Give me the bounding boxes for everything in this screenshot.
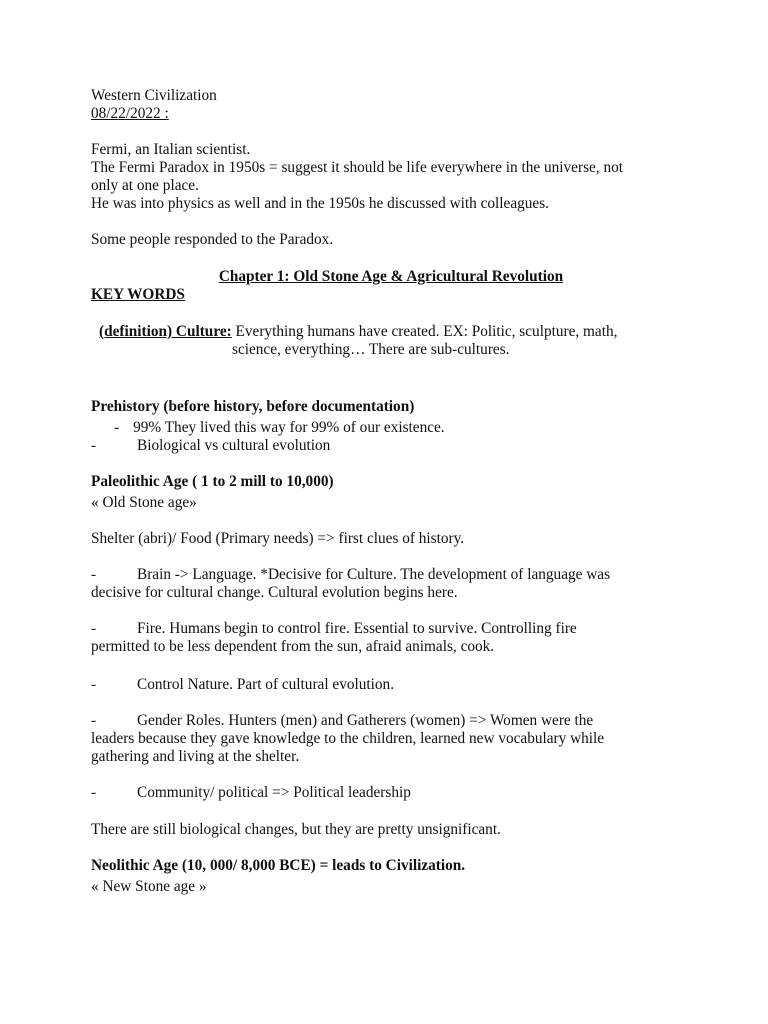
list-item-text: Brain -> Language. *Decisive for Culture. The development of language was (137, 566, 611, 583)
bullet-dash: - (114, 419, 120, 436)
neolithic-heading: Neolithic Age (10, 000/ 8,000 BCE) = leads to Civilization. (91, 857, 466, 874)
shelter-line: Shelter (abri)/ Food (Primary needs) => first clues of history. (91, 530, 465, 547)
list-item-text: Biological vs cultural evolution (137, 437, 331, 454)
list-item (91, 620, 577, 638)
key-words-heading: KEY WORDS (91, 286, 185, 303)
list-item-text: Gender Roles. Hunters (men) and Gatherers (women) => Women were the (137, 712, 594, 729)
list-item (91, 712, 593, 730)
prehistory-heading: Prehistory (before history, before documentation) (91, 398, 415, 415)
bullet-dash: - (91, 620, 97, 637)
bullet-dash: - (91, 437, 97, 454)
list-item (91, 566, 610, 584)
intro-line-1: Fermi, an Italian scientist. (91, 141, 251, 158)
intro-line-4: Some people responded to the Paradox. (91, 231, 334, 248)
bullet-dash: - (91, 712, 97, 729)
course-title: Western Civilization (91, 87, 217, 104)
paleolithic-heading: Paleolithic Age ( 1 to 2 mill to 10,000) (91, 473, 334, 490)
list-item-text: Community/ political => Political leadership (137, 784, 411, 801)
list-item-text: Fire. Humans begin to control fire. Essential to survive. Controlling fire (137, 620, 577, 637)
intro-line-2a: The Fermi Paradox in 1950s = suggest it should be life everywhere in the universe, not (91, 159, 624, 176)
list-item (91, 676, 394, 694)
list-item-text: Control Nature. Part of cultural evolution. (137, 676, 395, 693)
paleolithic-subtitle: « Old Stone age» (91, 494, 197, 511)
culture-term: (definition) Culture: (99, 323, 232, 340)
list-item-continuation: decisive for cultural change. Cultural evolution begins here. (91, 584, 458, 601)
chapter-title: Chapter 1: Old Stone Age & Agricultural Revolution (218, 268, 564, 285)
intro-line-2b: only at one place. (91, 177, 199, 194)
list-item-continuation: permitted to be less dependent from the sun, afraid animals, cook. (91, 638, 495, 655)
intro-line-3: He was into physics as well and in the 1950s he discussed with colleagues. (91, 195, 549, 212)
list-item-continuation: gathering and living at the shelter. (91, 748, 300, 765)
list-item (114, 419, 445, 437)
bullet-dash: - (91, 566, 97, 583)
list-item-text: 99% They lived this way for 99% of our existence. (133, 419, 445, 436)
list-item (91, 784, 411, 802)
bullet-dash: - (91, 676, 97, 693)
bullet-dash: - (91, 784, 97, 801)
culture-definition-text: Everything humans have created. EX: Politic, sculpture, math, (231, 323, 618, 340)
culture-definition-line-2: science, everything… There are sub-cultures. (232, 341, 510, 358)
list-item-continuation: leaders because they gave knowledge to the children, learned new vocabulary while (91, 730, 605, 747)
list-item (91, 437, 330, 455)
closing-note: There are still biological changes, but they are pretty unsignificant. (91, 821, 501, 838)
culture-definition-line-1 (99, 323, 617, 341)
neolithic-subtitle: « New Stone age » (91, 878, 207, 895)
lecture-date: 08/22/2022 : (91, 105, 169, 122)
